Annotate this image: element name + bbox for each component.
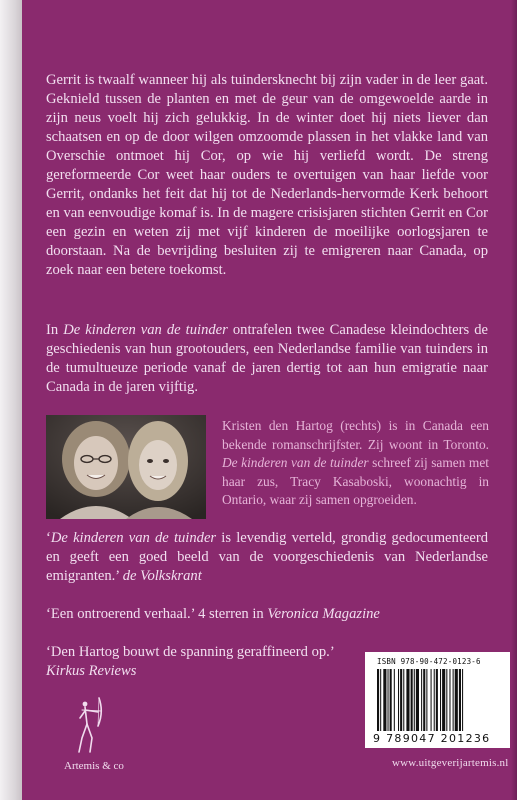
barcode-bar [400,669,402,731]
barcode-bar [449,669,450,731]
barcode-bar [426,669,427,731]
barcode-bar [442,669,445,731]
barcode-bar [398,669,399,731]
barcode-bar [436,669,438,731]
publisher-website: www.uitgeverijartemis.nl [392,757,509,769]
review-quote-kirkus: ‘Den Hartog bouwt de spanning geraffineerd op.’ Kirkus Reviews [46,644,335,679]
barcode-image [377,669,499,731]
barcode-bar [446,669,447,731]
barcode-bar [406,669,409,731]
author-photo-image [46,415,206,519]
barcode-bar [440,669,441,731]
book-spine [0,0,22,800]
quote-source: Veronica Magazine [267,606,380,622]
isbn-barcode-box [365,652,510,748]
review-quote-veronica: ‘Een ontroerend verhaal.’ 4 sterren in Veronica Magazine [46,606,380,622]
barcode-bar [388,669,389,731]
publisher-name: Artemis & co [64,760,124,772]
barcode-bar [383,669,386,731]
barcode-bar [462,669,463,731]
quote-source: de Volkskrant [122,568,202,584]
synopsis-paragraph-2: In De kinderen van de tuinder ontrafelen twee Canadese kleindochters de geschiedenis van hun grootouders, een Nederlandse familie van tuinders in de tumultueuze periode vanaf de jaren dertig tot aan hun emigratie naar Canada in de jaren vijftig. [46,322,488,395]
quote-source: Kirkus Reviews [46,663,137,679]
book-title-inline: De kinderen van de tuinder [63,322,228,338]
author-bio: Kristen den Hartog (rechts) is in Canada een bekende romanschrijfster. Zij woont in Toronto. De kinderen van de tuinder schreef zij samen met haar zus, Tracy Kasaboski, woonachtig in Ontario, waar zij samen opgroeiden. [222,418,490,508]
barcode-bar [380,669,381,731]
barcode-bar [411,669,413,731]
barcode-bar [394,669,395,731]
barcode-bar [431,669,432,731]
author-photo [46,415,206,519]
barcode-bar [423,669,425,731]
barcode-bar [416,669,419,731]
barcode-bar [414,669,415,731]
synopsis-paragraph-1: Gerrit is twaalf wanneer hij als tuindersknecht bij zijn vader in de leer gaat. Geknield tussen de planten en met de geur van de omgewoelde aarde in zijn neus voelt hij zich gelukkig. In de winter doet hij niets liever dan schaatsen en op de door wilgen omzoomde plassen in het vlakke land van Overschie ontmoet hij Cor, op wie hij verliefd wordt. De streng gereformeerde Cor weet haar ouders te overtuigen van haar liefde voor Gerrit, ondanks het feit dat hij tot de Nederlands-hervormde Kerk behoort en van eenvoudige komaf is. In de magere crisisjaren stichten Gerrit en Cor een gezin en weten zij met vijf kinderen de moeilijke oorlogsjaren te doorstaan. Na de bevrijding besluiten zij te emigreren naar Canada, op zoek naar een betere toekomst. [46,72,488,278]
barcode-bar [390,669,392,731]
isbn-digits: 9 789047 201236 [373,732,491,745]
review-quote-volkskrant: ‘De kinderen van de tuinder is levendig verteld, grondig gedocumenteerd en geeft een goed beeld van de voorgeschiedenis van Nederlandse emigranten.’ de Volkskrant [46,530,488,584]
barcode-bar [403,669,404,731]
archer-figure-icon [74,694,104,756]
barcode-bar [377,669,379,731]
barcode-bar [453,669,454,731]
barcode-bar [455,669,458,731]
barcode-bar [459,669,461,731]
barcode-bar [434,669,435,731]
isbn-label: ISBN 978-90-472-0123-6 [377,657,481,666]
barcode-bar [421,669,422,731]
